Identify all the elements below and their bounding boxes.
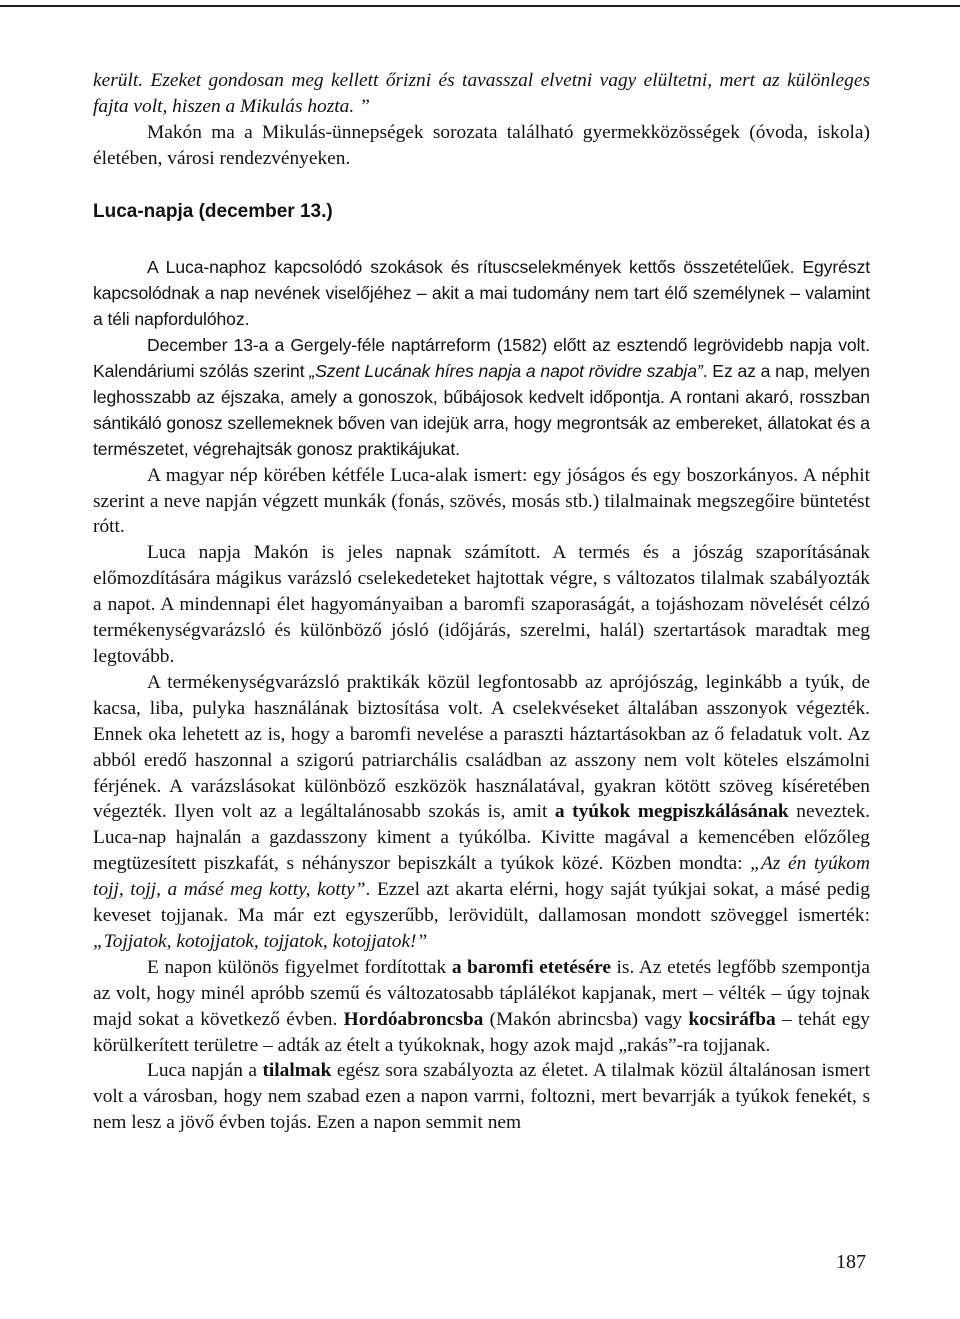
quoted-saying: „Szent Lucának híres napja a napot rövidre szabja” bbox=[309, 360, 703, 381]
italic-text: került. Ezeket gondosan meg kellett őrizni és tavasszal elvetni vagy elültetni, mert az különleges fajta volt, hiszen a Mikulás hozta. ” bbox=[93, 70, 870, 117]
bold-term: a tyúkok megpiszkálásának bbox=[554, 801, 789, 823]
bold-term: tilalmak bbox=[262, 1060, 332, 1082]
bold-term: kocsiráfba bbox=[688, 1008, 776, 1030]
paragraph-jeles-nap: Luca napja Makón is jeles napnak számított. A termés és a jószág szaporításának előmozdítására mágikus varázsló cselekedeteket hajtottak végre, s változatos tilalmak szabályozták a napot. A mindennapi élet hagyományaiban a baromfi szaporaságát, a tojáshozam növelését célzó termékenységvarázsló és különböző jósló (időjárás, szerelmi, halál) szertartások maradtak meg legtovább. bbox=[93, 542, 870, 667]
text-run: . Ezzel azt akarta elérni, hogy saját tyúkjai sokat, a másé pedig keveset tojjanak. Ma már ezt egyszerűbb, lerövidült, dallamosan mondott szöveggel ismerték: bbox=[93, 879, 870, 927]
quoted-chant: „Tojjatok, kotojjatok, tojjatok, kotojjatok!” bbox=[93, 930, 428, 952]
text-run: neveztek. Luca-nap hajnalán a gazdasszony kiment a tyúkólba. Kivitte magával a kemencében előzőleg megtüzesített piszkafát, s néhányszor bepiszkált a tyúkok közé. Közben mondta: bbox=[93, 801, 870, 875]
page-text bbox=[93, 68, 870, 1136]
paragraph-luca-figures: A magyar nép körében kétféle Luca-alak ismert: egy jóságos és egy boszorkányos. A néphit szerint a neve napján végzett munkák (fonás, szövés, mosás stb.) tilalmainak megszegőire büntetést rótt. bbox=[93, 464, 870, 538]
text-run: December 13-a a Gergely-féle naptárreform (1582) előtt az esztendő legrövidebb napja volt. Kalendáriumi szólás szerint bbox=[93, 334, 870, 381]
text-run: . Ez az a nap, melyen leghosszabb az éjszaka, amely a gonoszok, bűbájosok kedvelt időpontja. A rontani akaró, rosszban sántikáló gonosz szellemeknek bőven van idejük arra, hogy megrontsák az embereket, állatokat és a természetet, végrehajtsák gonosz praktikájukat. bbox=[93, 360, 870, 459]
paragraph-mikulas: Makón ma a Mikulás-ünnepségek sorozata található gyermekközösségek (óvoda, iskola) életében, városi rendezvényeken. bbox=[93, 121, 870, 169]
text-run: Luca napján a bbox=[147, 1060, 263, 1082]
bold-term: Hordóabroncsba bbox=[343, 1008, 484, 1030]
text-run: (Makón abrincsba) vagy bbox=[483, 1008, 689, 1030]
quoted-chant: „Az én tyúkom tojj, tojj, a másé meg kotty, kotty” bbox=[93, 853, 870, 901]
paragraph-continued bbox=[93, 68, 870, 120]
text-run: E napon különös figyelmet fordítottak bbox=[147, 956, 452, 978]
top-rule bbox=[0, 5, 960, 7]
section-heading: Luca-napja (december 13.) bbox=[93, 200, 333, 222]
text-run: A termékenységvarázsló praktikák közül legfontosabb az aprójószág, leginkább a tyúk, de kacsa, liba, pulyka használának biztosítása volt. A cselekvéseket általában asszonyok végezték. Ennek oka lehetett az is, hogy a baromfi nevelése a paraszti háztartásokban az ő feladatuk volt. Az abból eredő haszonnal a szigorú patriarchális családban az asszony nem volt köteles elszámolni férjének. A varázslásokat különböző eszközök használatával, gyakran kötött szöveg kíséretében végezték. Ilyen volt az a legáltalánosabb szokás is, amit bbox=[93, 671, 870, 823]
paragraph-feeding bbox=[93, 955, 870, 1059]
text-run: egész sora szabályozta az életet. A tilalmak közül általánosan ismert volt a városban, hogy nem szabad ezen a napon varrni, foltozni, mert bevarrják a tyúkok fenekét, s nem lesz a jövő évben tojás. Ezen a napon semmit nem bbox=[93, 1060, 871, 1134]
paragraph-luca-intro: A Luca-naphoz kapcsolódó szokások és rítuscselekmények kettős összetételűek. Egyrészt kapcsolódnak a nap nevének viselőjéhez – akit a mai tudomány nem tart élő személynek – valamint a téli napfordulóhoz. bbox=[93, 256, 870, 329]
page-number: 187 bbox=[836, 1251, 866, 1273]
text-run: is. Az etetés legfőbb szempontja az volt, hogy minél apróbb szemű és változatosabb táplálékot kapjanak, mert – vélték – úgy tojnak majd sokat a következő évben. bbox=[93, 956, 870, 1030]
paragraph-prohibitions bbox=[93, 1058, 870, 1136]
text-run: – tehát egy körülkerített területre – adták az ételt a tyúkoknak, hogy azok majd „rakás”-ra tojjanak. bbox=[93, 1008, 870, 1056]
paragraph-december-13 bbox=[93, 332, 870, 462]
paragraph-fertility-magic bbox=[93, 670, 870, 955]
bold-term: a baromfi etetésére bbox=[451, 956, 611, 978]
